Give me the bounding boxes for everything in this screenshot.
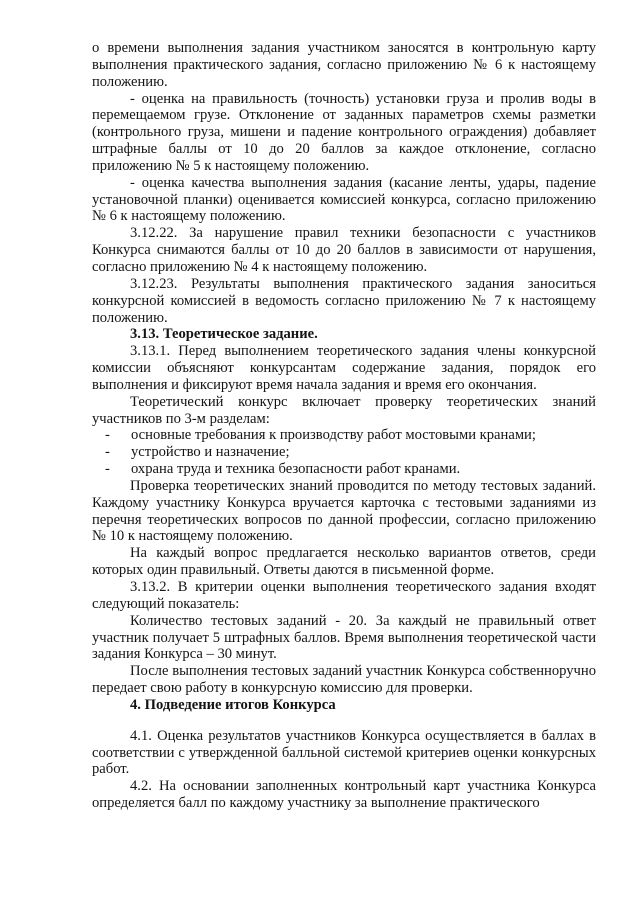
list-item bbox=[92, 461, 596, 478]
paragraph-3-13-1: 3.13.1. Перед выполнением теоретического задания члены конкурсной комиссии объясняют конкурсантам содержание задания, порядок его выполнения и фиксируют время начала задания и время его окончания. bbox=[92, 343, 596, 393]
section-heading-4: 4. Подведение итогов Конкурса bbox=[130, 696, 336, 713]
section-heading-3-13: 3.13. Теоретическое задание. bbox=[130, 326, 318, 343]
paragraph-3-12-23: 3.12.23. Результаты выполнения практического задания заноситься конкурсной комиссией в ведомость согласно приложению № 7 к настоящему положению. bbox=[92, 275, 596, 326]
list-item bbox=[92, 427, 596, 444]
paragraph-4-2: 4.2. На основании заполненных контрольный карт участника Конкурса определяется балл по каждому участнику за выполнение практического bbox=[92, 778, 596, 812]
paragraph-submission: После выполнения тестовых заданий участник Конкурса собственноручно передает свою работу в конкурсную комиссию для проверки. bbox=[92, 663, 596, 697]
paragraph-answer-options: На каждый вопрос предлагается несколько вариантов ответов, среди которых один правильный. Ответы даются в письменной форме. bbox=[92, 545, 596, 579]
bullet-marker: - bbox=[105, 427, 110, 444]
paragraph-continuation: о времени выполнения задания участником заносятся в контрольную карту выполнения практического задания, согласно приложению № 6 к настоящему положению. bbox=[92, 40, 596, 90]
list-item-text: охрана труда и техника безопасности работ кранами. bbox=[131, 461, 461, 478]
paragraph-test-count: Количество тестовых заданий - 20. За каждый не правильный ответ участник получает 5 штрафных баллов. Время выполнения теоретической части задания Конкурса – 30 минут. bbox=[92, 612, 596, 663]
bullet-marker: - bbox=[105, 444, 110, 461]
paragraph-quality-assessment: - оценка качества выполнения задания (касание ленты, удары, падение установочной планки) оценивается комиссией конкурса, согласно приложению № 6 к настоящему положению. bbox=[92, 174, 596, 225]
list-item bbox=[92, 444, 596, 461]
paragraph-test-method: Проверка теоретических знаний проводится по методу тестовых заданий. Каждому участнику Конкурса вручается карточка с тестовыми заданиями из перечня теоретических вопросов по данной профессии, согласно приложению № 10 к настоящему положению. bbox=[92, 477, 596, 545]
list-item-text: устройство и назначение; bbox=[131, 444, 290, 461]
paragraph-accuracy-assessment: - оценка на правильность (точность) установки груза и пролив воды в перемещаемом грузе. Отклонение от заданных параметров схемы разметки (контрольного груза, мишени и падение контрольного ограждения) добавляет штрафные баллы от 10 до 20 баллов за каждое отклонение, согласно приложению № 5 к настоящему положению. bbox=[92, 90, 596, 174]
list-item-text: основные требования к производству работ мостовыми кранами; bbox=[131, 427, 536, 444]
theory-sections-list bbox=[92, 427, 596, 478]
paragraph-4-1: 4.1. Оценка результатов участников Конкурса осуществляется в баллах в соответствии с утвержденной балльной системой критериев оценки конкурсных работ. bbox=[92, 727, 596, 778]
paragraph-3-13-2: 3.13.2. В критерии оценки выполнения теоретического задания входят следующий показатель: bbox=[92, 579, 596, 612]
document-page bbox=[92, 40, 596, 812]
paragraph-theory-sections: Теоретический конкурс включает проверку теоретических знаний участников по 3-м разделам: bbox=[92, 393, 596, 427]
paragraph-3-12-22: 3.12.22. За нарушение правил техники безопасности с участников Конкурса снимаются баллы от 10 до 20 баллов в зависимости от нарушения, согласно приложению № 4 к настоящему положению. bbox=[92, 225, 596, 275]
bullet-marker: - bbox=[105, 461, 110, 478]
